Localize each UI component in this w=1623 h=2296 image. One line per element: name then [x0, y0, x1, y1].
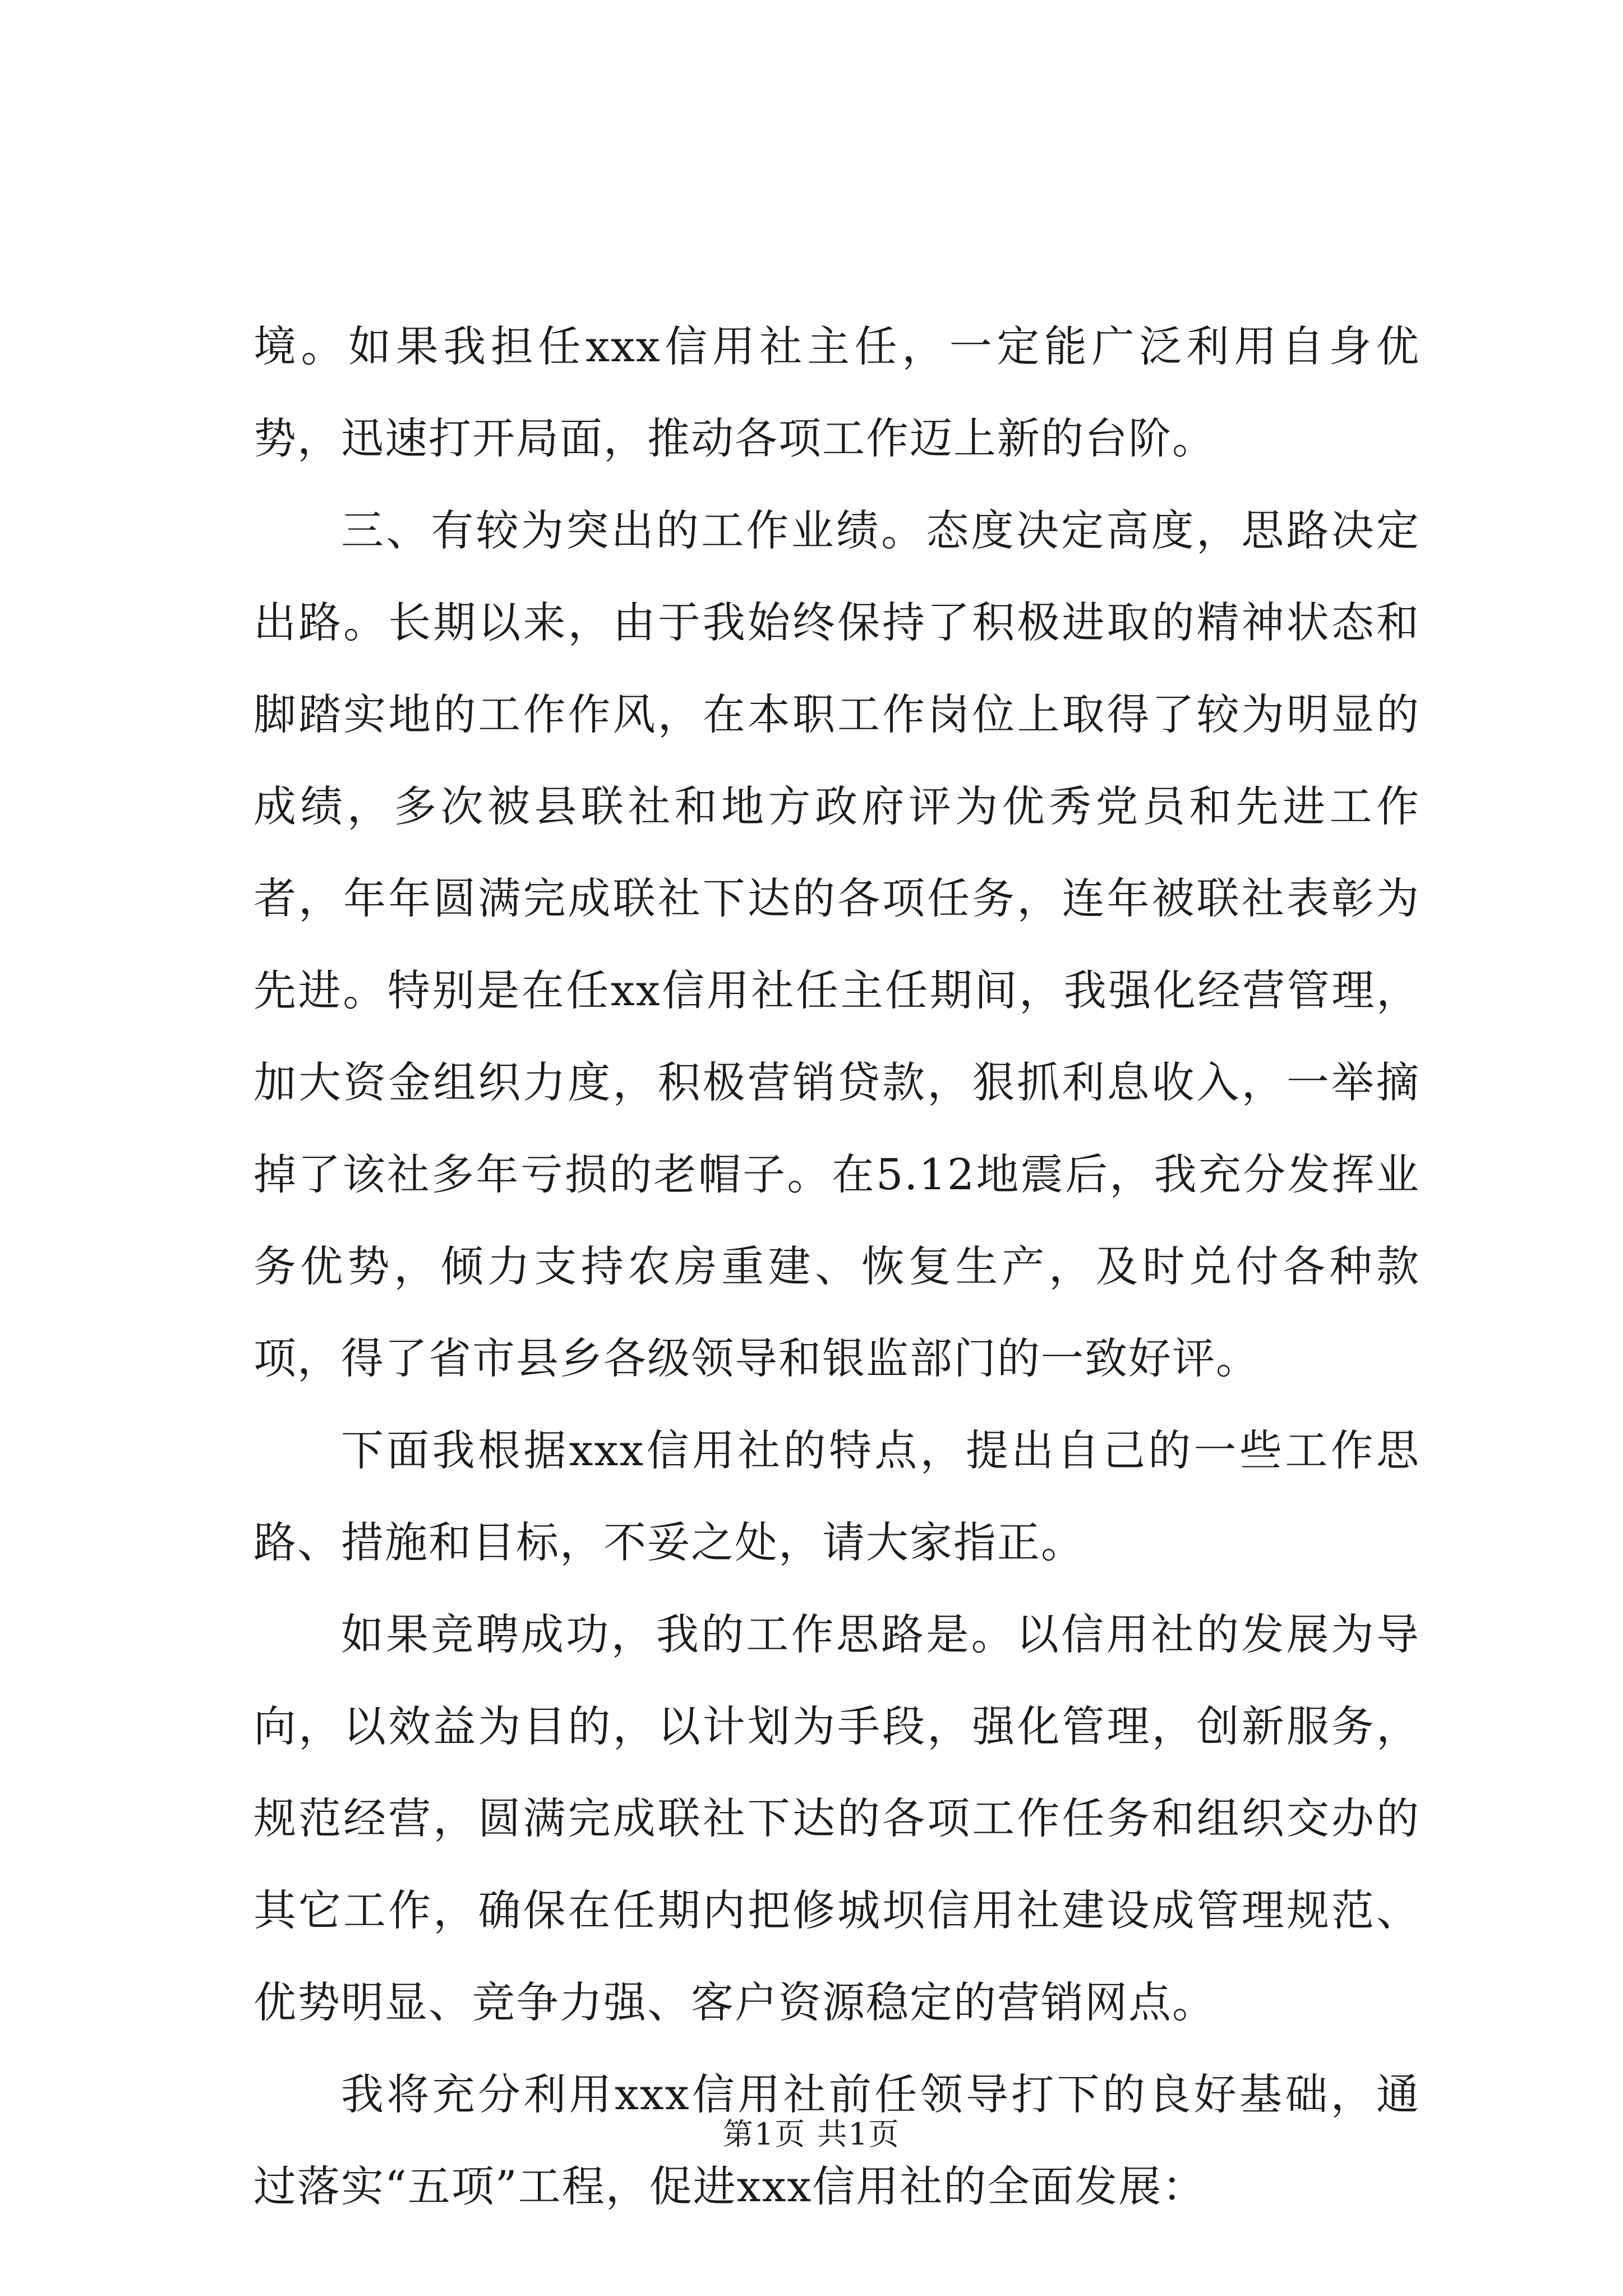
paragraph-work-ideas: 如果竞聘成功，我的工作思路是。以信用社的发展为导向，以效益为目的，以计划为手段，强化管理，创新服务，规范经营，圆满完成联社下达的各项工作任务和组织交办的其它工作，确保在任期内把修城坝信用社建设成管理规范、优势明显、竞争力强、客户资源稳定的营销网点。: [253, 1609, 1420, 2027]
document-body: [253, 301, 1420, 2233]
paragraph-continuation: 境。如果我担任xxx信用社主任，一定能广泛利用自身优势，迅速打开局面，推动各项工作迈上新的台阶。: [253, 321, 1420, 463]
paragraph-introduction: 下面我根据xxx信用社的特点，提出自己的一些工作思路、措施和目标，不妥之处，请大家指正。: [253, 1425, 1420, 1567]
page-footer: 第1页 共1页: [723, 2116, 900, 2152]
paragraph-five-projects: 我将充分利用xxx信用社前任领导打下的良好基础，通过落实“五项”工程，促进xxx信用社的全面发展：: [253, 2069, 1420, 2211]
paragraph-work-achievements: 三、有较为突出的工作业绩。态度决定高度，思路决定出路。长期以来，由于我始终保持了积极进取的精神状态和脚踏实地的工作作风，在本职工作岗位上取得了较为明显的成绩，多次被县联社和地方政府评为优秀党员和先进工作者，年年圆满完成联社下达的各项任务，连年被联社表彰为先进。特别是在任xx信用社任主任期间，我强化经营管理，加大资金组织力度，积极营销贷款，狠抓利息收入，一举摘掉了该社多年亏损的老帽子。在5.12地震后，我充分发挥业务优势，倾力支持农房重建、恢复生产，及时兑付各种款项，得了省市县乡各级领导和银监部门的一致好评。: [253, 505, 1420, 1383]
